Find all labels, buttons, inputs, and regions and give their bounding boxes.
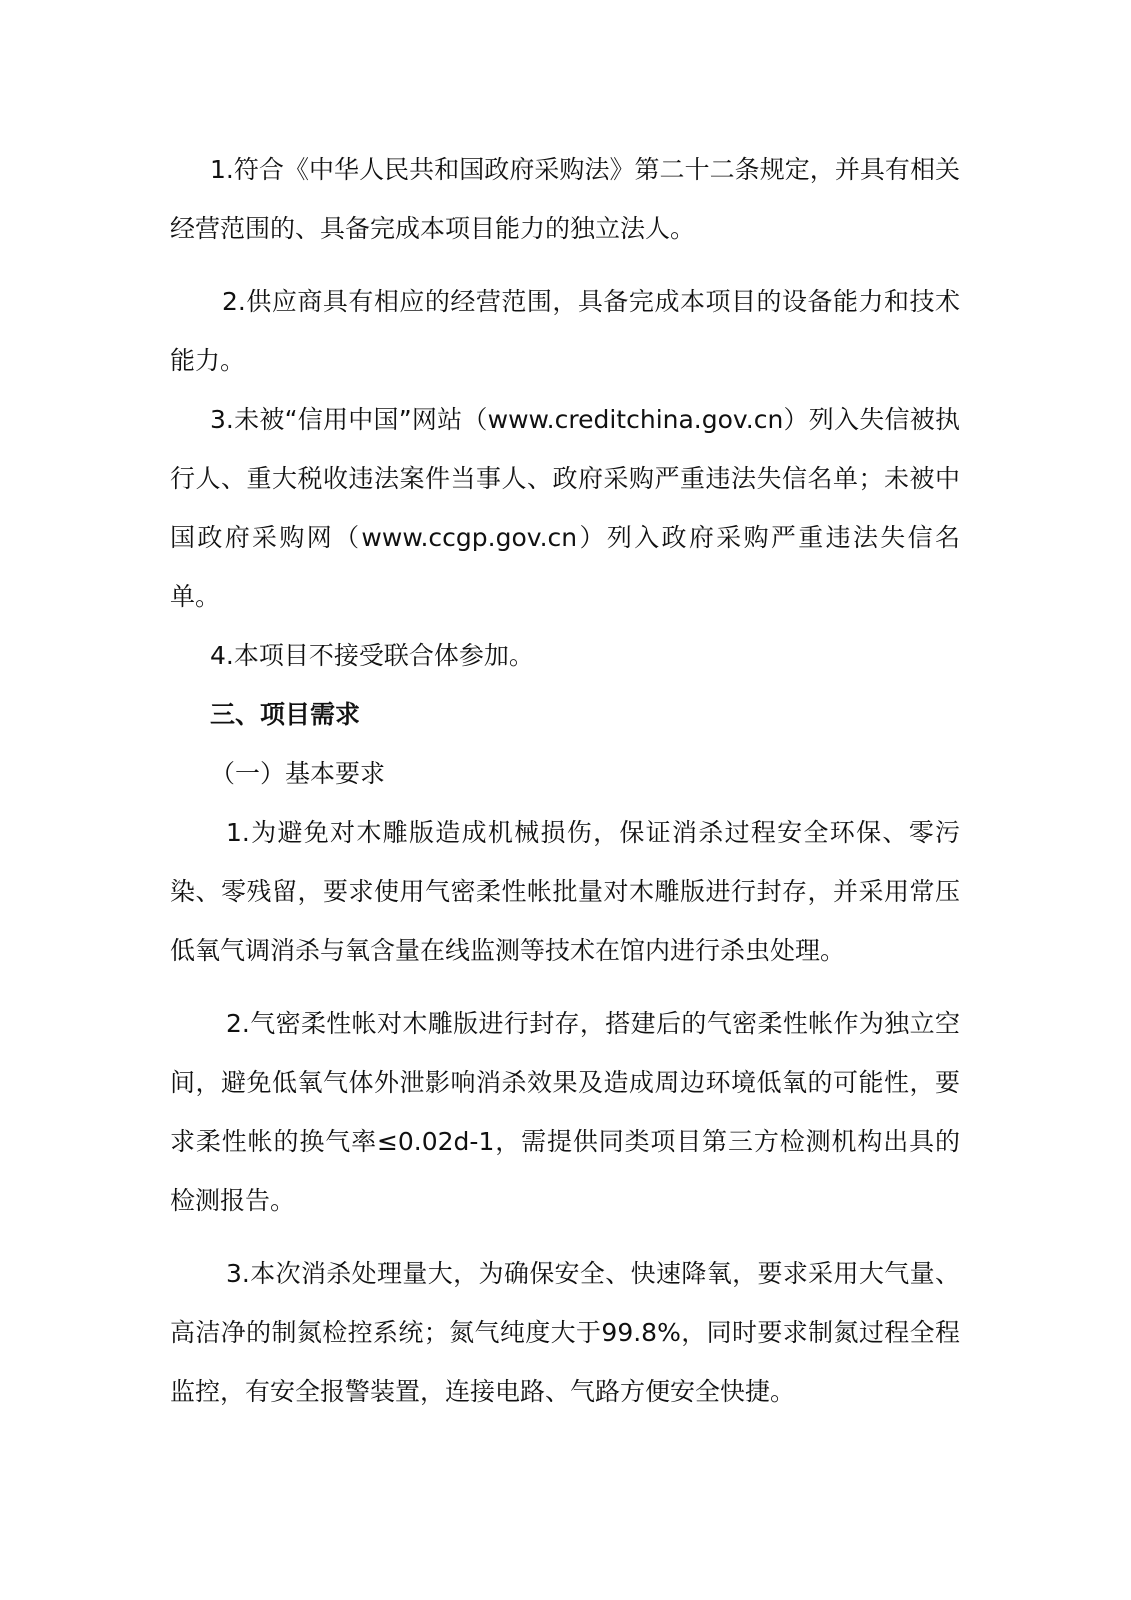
requirement-item-3: 3.本次消杀处理量大，为确保安全、快速降氧，要求采用大气量、高洁净的制氮检控系统；氮气纯度大于99.8%，同时要求制氮过程全程监控，有安全报警装置，连接电路、气路方便安全快捷。: [170, 1259, 960, 1406]
requirement-item-1: 1.为避免对木雕版造成机械损伤，保证消杀过程安全环保、零污染、零残留，要求使用气密柔性帐批量对木雕版进行封存，并采用常压低氧气调消杀与氧含量在线监测等技术在馆内进行杀虫处理。: [170, 818, 960, 965]
section-heading-project-requirements: 三、项目需求: [210, 700, 361, 729]
subsection-heading-basic-requirements: （一）基本要求: [210, 759, 386, 788]
qualification-item-3: 3.未被“信用中国”网站（www.creditchina.gov.cn）列入失信被执行人、重大税收违法案件当事人、政府采购严重违法失信名单；未被中国政府采购网（www.ccgp.gov.cn）列入政府采购严重违法失信名单。: [170, 405, 960, 611]
qualification-item-4: 4.本项目不接受联合体参加。: [210, 641, 534, 670]
document-body: [170, 140, 960, 1421]
qualification-item-1: 1.符合《中华人民共和国政府采购法》第二十二条规定，并具有相关经营范围的、具备完成本项目能力的独立法人。: [170, 155, 960, 243]
qualification-item-2: 2.供应商具有相应的经营范围，具备完成本项目的设备能力和技术能力。: [170, 287, 960, 375]
requirement-item-2: 2.气密柔性帐对木雕版进行封存，搭建后的气密柔性帐作为独立空间，避免低氧气体外泄影响消杀效果及造成周边环境低氧的可能性，要求柔性帐的换气率≤0.02d-1，需提供同类项目第三方检测机构出具的检测报告。: [170, 1009, 960, 1215]
